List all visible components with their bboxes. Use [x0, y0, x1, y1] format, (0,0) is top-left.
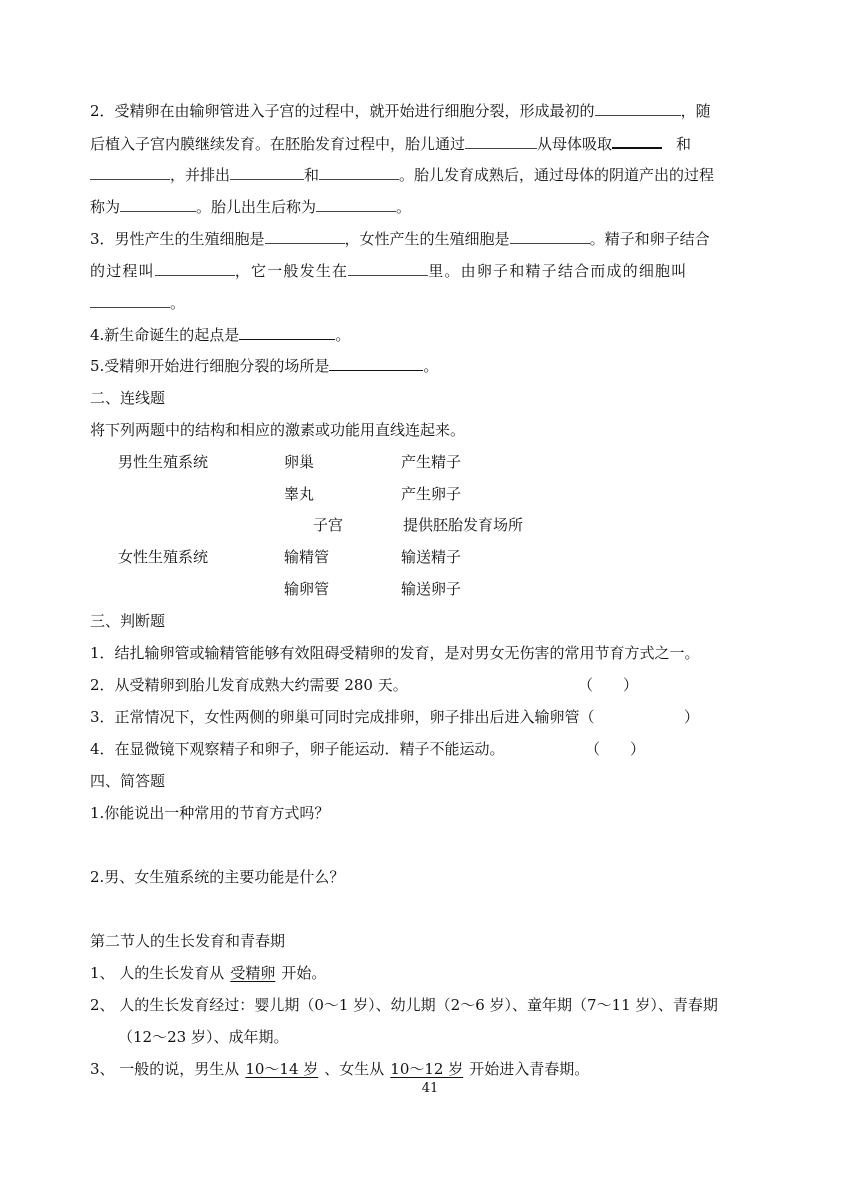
q3-line1	[90, 229, 710, 249]
q2-blank-4[interactable]	[90, 165, 170, 180]
match-right-2[interactable]: 产生卵子	[401, 485, 462, 503]
judge-paren-2[interactable]: （ ）	[578, 676, 639, 694]
q2-blank-2[interactable]	[465, 134, 537, 149]
judge-heading: 三、判断题	[90, 612, 166, 630]
matching-heading: 二、连线题	[90, 389, 166, 407]
match-right-4[interactable]: 输送精子	[401, 548, 462, 566]
q3-text-d: 的过程叫	[90, 262, 155, 280]
q2-text-f: ，并排出	[170, 166, 231, 184]
match-mid-oviduct[interactable]: 输卵管	[284, 580, 330, 598]
q2-line4	[90, 197, 411, 217]
q2-line3	[90, 165, 714, 185]
q2-text-e: 和	[676, 135, 692, 153]
q2-line1	[90, 101, 711, 121]
s2-l3-answer-male: 10～14 岁	[245, 1060, 319, 1078]
q3-line2	[90, 261, 687, 281]
match-left-female[interactable]: 女性生殖系统	[118, 548, 209, 566]
q2-text-i: 称为	[90, 198, 121, 216]
judge-item-3: 3．正常情况下，女性两侧的卵巢可同时完成排卵，卵子排出后进入输卵管（	[90, 708, 595, 726]
judge-item-1: 1．结扎输卵管或输精管能够有效阻碍受精卵的发育，是对男女无伤害的常用节育方式之一。	[90, 644, 700, 662]
s2-l3-answer-female: 10～12 岁	[390, 1060, 464, 1078]
judge-item-2: 2．从受精卵到胎儿发育成熟大约需要 280 天。	[90, 676, 408, 694]
q3-text-a: 3．男性产生的生殖细胞是	[90, 230, 265, 248]
match-mid-ovary[interactable]: 卵巢	[284, 453, 315, 471]
s2-l3-text-a: 3、 一般的说，男生从	[90, 1060, 240, 1078]
q3-text-b: ，女性产生的生殖细胞是	[344, 230, 510, 248]
q3-blank-5[interactable]	[90, 293, 170, 308]
short-question-2: 2.男、女生殖系统的主要功能是什么？	[90, 868, 345, 886]
q2-text-d: 从母体吸取	[537, 135, 613, 153]
q5-text-b: 。	[423, 357, 439, 375]
q3-text-f: 里。由卵子和精子结合而成的细胞叫	[428, 262, 688, 280]
q2-text-k: 。	[396, 198, 412, 216]
section2-line2: 2、 人的生长发育经过：婴儿期（0～1 岁）、幼儿期（2～6 岁）、童年期（7～11 岁）、青春期	[90, 996, 718, 1014]
q3-text-c: 。精子和卵子结合	[589, 230, 710, 248]
judge-paren-4[interactable]: （ ）	[585, 740, 646, 758]
s2-l1-text-c: 开始。	[281, 964, 327, 982]
q3-text-e: ，它一般发生在	[234, 262, 349, 280]
short-heading: 四、简答题	[90, 772, 166, 790]
q3-blank-2[interactable]	[510, 229, 590, 244]
match-left-male[interactable]: 男性生殖系统	[118, 453, 209, 471]
matching-instruction: 将下列两题中的结构和相应的激素或功能用直线连起来。	[90, 421, 466, 439]
q4-text-a: 4.新生命诞生的起点是	[90, 326, 240, 344]
match-right-5[interactable]: 输送卵子	[401, 580, 462, 598]
match-mid-vas-deferens[interactable]: 输精管	[284, 548, 330, 566]
q2-blank-3[interactable]	[612, 133, 662, 149]
q2-blank-7[interactable]	[120, 197, 196, 212]
section2-line1	[90, 963, 326, 983]
match-mid-uterus[interactable]: 子宫	[313, 516, 344, 534]
q2-line2	[90, 133, 691, 154]
q3-blank-4[interactable]	[348, 261, 428, 276]
q2-text-j: 。胎儿出生后称为	[196, 198, 317, 216]
s2-l3-text-e: 开始进入青春期。	[469, 1060, 590, 1078]
q4-line	[90, 325, 350, 345]
s2-l1-text-a: 1、 人的生长发育从	[90, 964, 225, 982]
s2-l1-answer: 受精卵	[230, 964, 276, 982]
q2-text-g: 和	[304, 166, 320, 184]
match-right-3[interactable]: 提供胚胎发育场所	[403, 516, 524, 534]
q2-text-b: ，随	[680, 102, 711, 120]
q2-text-h: 。胎儿发育成熟后，通过母体的阴道产出的过程	[399, 166, 715, 184]
q2-blank-8[interactable]	[316, 197, 396, 212]
q2-blank-6[interactable]	[319, 165, 399, 180]
q4-blank[interactable]	[239, 325, 335, 340]
q3-blank-3[interactable]	[155, 261, 235, 276]
q5-blank[interactable]	[329, 356, 423, 371]
q3-line3	[90, 293, 185, 313]
q5-line	[90, 356, 438, 376]
match-mid-testis[interactable]: 睾丸	[284, 485, 315, 503]
match-right-1[interactable]: 产生精子	[401, 453, 462, 471]
judge-item-4: 4．在显微镜下观察精子和卵子，卵子能运动．精子不能运动。	[90, 740, 505, 758]
q2-text-a: 2．受精卵在由输卵管进入子宫的过程中，就开始进行细胞分裂，形成最初的	[90, 102, 595, 120]
q3-text-g: 。	[170, 294, 186, 312]
short-question-1: 1.你能说出一种常用的节育方式吗？	[90, 804, 330, 822]
q4-text-b: 。	[335, 326, 351, 344]
judge-paren-3-close[interactable]: ）	[684, 708, 700, 726]
page-number: 41	[421, 1081, 439, 1096]
q2-blank-1[interactable]	[595, 101, 681, 116]
section2-line2-cont: （12～23 岁）、成年期。	[118, 1028, 289, 1046]
q2-blank-5[interactable]	[230, 165, 304, 180]
q3-blank-1[interactable]	[265, 229, 345, 244]
q5-text-a: 5.受精卵开始进行细胞分裂的场所是	[90, 357, 330, 375]
section2-title: 第二节人的生长发育和青春期	[90, 932, 286, 950]
q2-text-c: 后植入子宫内膜继续发育。在胚胎发育过程中，胎儿通过	[90, 135, 466, 153]
section2-line3	[90, 1059, 589, 1079]
s2-l3-text-c: 、女生从	[324, 1060, 385, 1078]
